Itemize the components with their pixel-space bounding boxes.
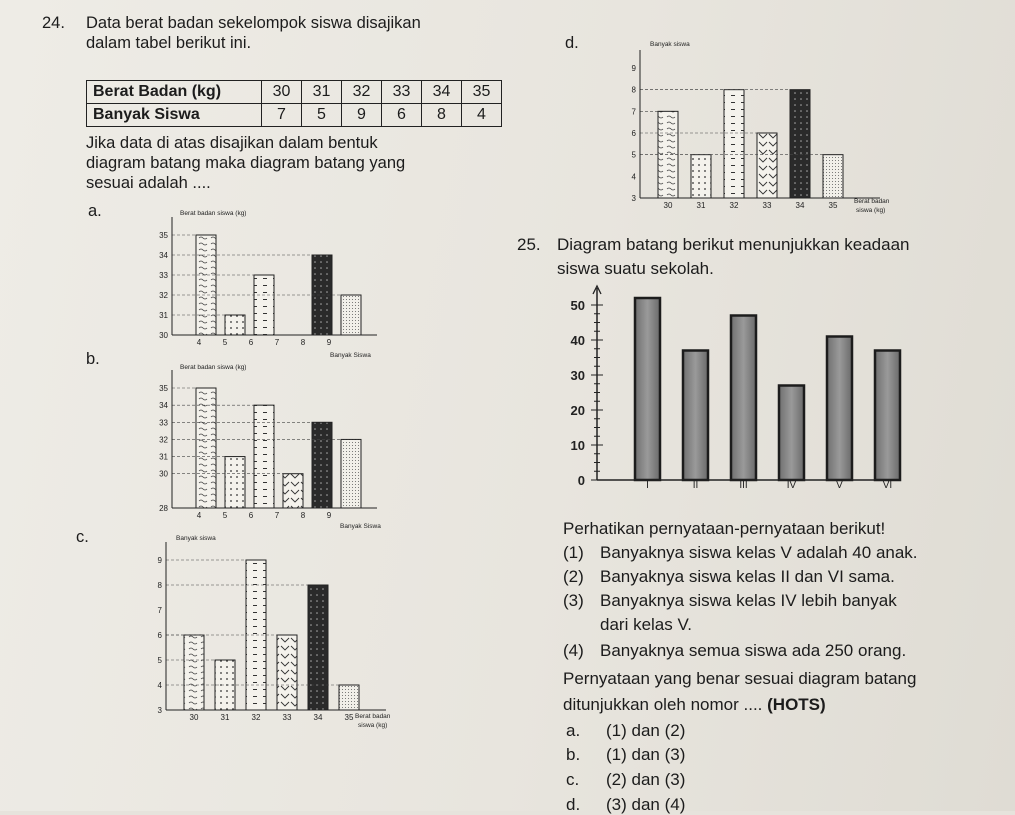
y-tick-label: 32 bbox=[159, 291, 168, 300]
statement-text: Banyaknya siswa kelas IV lebih banyak bbox=[600, 591, 897, 610]
x-tick-label: 8 bbox=[300, 511, 306, 520]
table-row bbox=[87, 81, 502, 104]
table-cell: 32 bbox=[342, 81, 382, 104]
question-24-para2: diagram batang maka diagram batang yang bbox=[86, 154, 406, 172]
option-c-label: c. bbox=[76, 528, 89, 546]
y-tick-label: 35 bbox=[159, 384, 168, 393]
bar bbox=[254, 275, 274, 335]
answer-option-letter[interactable]: c. bbox=[566, 770, 580, 789]
chart-x-label-2: siswa (kg) bbox=[856, 207, 886, 214]
bar bbox=[827, 337, 852, 481]
prompt-text: ditunjukkan oleh nomor .... bbox=[563, 695, 768, 714]
x-tick-label: 9 bbox=[326, 338, 332, 347]
chart-question-25 bbox=[545, 282, 895, 497]
table-cell: 31 bbox=[302, 81, 342, 104]
x-tick-label: 31 bbox=[220, 713, 230, 722]
answer-option-letter[interactable]: d. bbox=[566, 795, 581, 814]
data-table bbox=[86, 80, 502, 127]
y-tick-label: 6 bbox=[157, 631, 162, 640]
y-tick-label: 40 bbox=[570, 333, 585, 348]
chart-x-label: Banyak Siswa bbox=[340, 523, 381, 530]
y-tick-label: 7 bbox=[157, 606, 162, 615]
x-tick-label: 9 bbox=[326, 511, 332, 520]
question-25-line2: siswa suatu sekolah. bbox=[557, 259, 714, 278]
bar bbox=[312, 422, 332, 508]
option-a-label: a. bbox=[88, 202, 102, 220]
bar bbox=[283, 474, 303, 508]
question-24-line1: Data berat badan sekelompok siswa disajikan bbox=[86, 14, 421, 32]
y-tick-label: 32 bbox=[159, 435, 168, 445]
x-tick-label: V bbox=[836, 480, 843, 491]
question-25-line1: Diagram batang berikut menunjukkan keadaan bbox=[557, 235, 910, 254]
statement-number: (3) bbox=[563, 591, 584, 610]
y-tick-label: 35 bbox=[159, 231, 168, 240]
statement-number: (2) bbox=[563, 567, 584, 586]
x-tick-label: 7 bbox=[274, 338, 280, 347]
x-tick-label: 30 bbox=[663, 201, 673, 210]
bar bbox=[790, 90, 810, 198]
y-tick-label: 34 bbox=[159, 401, 168, 411]
chart-title: Banyak siswa bbox=[176, 535, 216, 542]
bar bbox=[225, 457, 245, 508]
answer-option-c[interactable]: (2) dan (3) bbox=[606, 770, 686, 789]
y-tick-label: 33 bbox=[159, 271, 168, 280]
bar bbox=[277, 635, 297, 710]
table-cell: 34 bbox=[422, 81, 462, 104]
x-tick-label: 4 bbox=[196, 511, 202, 520]
bar bbox=[731, 316, 756, 481]
statement-number: (1) bbox=[563, 543, 584, 562]
question-24-number: 24. bbox=[42, 14, 65, 32]
x-tick-label: VI bbox=[882, 480, 893, 491]
y-tick-label: 3 bbox=[631, 194, 636, 203]
bar bbox=[875, 351, 900, 481]
y-tick-label: 0 bbox=[577, 473, 585, 488]
x-tick-label: 35 bbox=[828, 201, 838, 210]
table-cell: 30 bbox=[262, 81, 302, 104]
chart-option-c bbox=[140, 532, 420, 737]
x-tick-label: 34 bbox=[313, 713, 323, 722]
chart-x-label-2: siswa (kg) bbox=[358, 722, 388, 729]
chart-x-label-1: Berat badan bbox=[854, 198, 890, 205]
table-cell: 8 bbox=[422, 104, 462, 127]
answer-option-letter[interactable]: a. bbox=[566, 721, 581, 740]
y-tick-label: 20 bbox=[570, 403, 585, 418]
statement-text: Banyaknya siswa kelas V adalah 40 anak. bbox=[600, 543, 918, 562]
question-24-para3: sesuai adalah .... bbox=[86, 174, 211, 192]
prompt-line2 bbox=[563, 694, 826, 716]
statement-text: dari kelas V. bbox=[600, 615, 692, 634]
y-tick-label: 7 bbox=[631, 107, 636, 117]
bar bbox=[184, 635, 204, 710]
x-tick-label: 31 bbox=[696, 201, 706, 210]
bar bbox=[254, 405, 274, 508]
answer-option-a[interactable]: (1) dan (2) bbox=[606, 721, 686, 740]
bar bbox=[823, 155, 843, 198]
table-header-weight: Berat Badan (kg) bbox=[87, 81, 262, 104]
y-tick-label: 8 bbox=[631, 85, 636, 95]
bar bbox=[339, 685, 359, 710]
statement-text: Banyaknya siswa kelas II dan VI sama. bbox=[600, 567, 895, 586]
y-tick-label: 8 bbox=[157, 581, 162, 590]
bar bbox=[757, 133, 777, 198]
table-header-count: Banyak Siswa bbox=[87, 104, 262, 127]
answer-option-d[interactable]: (3) dan (4) bbox=[606, 795, 686, 814]
y-tick-label: 33 bbox=[159, 418, 168, 428]
x-tick-label: 34 bbox=[795, 201, 805, 210]
x-tick-label: 6 bbox=[248, 511, 254, 520]
bar bbox=[635, 298, 660, 480]
chart-option-a bbox=[150, 205, 400, 365]
x-tick-label: IV bbox=[786, 480, 797, 491]
chart-option-b bbox=[150, 360, 410, 532]
bar bbox=[691, 155, 711, 198]
table-cell: 5 bbox=[302, 104, 342, 127]
x-tick-label: 4 bbox=[196, 338, 202, 347]
bar bbox=[196, 388, 216, 508]
y-tick-label: 34 bbox=[159, 251, 168, 260]
chart-option-d bbox=[618, 36, 903, 221]
table-cell: 6 bbox=[382, 104, 422, 127]
hots-label: (HOTS) bbox=[767, 695, 826, 714]
x-tick-label: 33 bbox=[762, 201, 772, 210]
y-tick-label: 28 bbox=[159, 504, 168, 513]
y-tick-label: 5 bbox=[157, 656, 162, 665]
x-tick-label: 33 bbox=[282, 713, 292, 722]
statement-text: Banyaknya semua siswa ada 250 orang. bbox=[600, 641, 907, 660]
y-tick-label: 30 bbox=[570, 368, 585, 383]
bar bbox=[724, 90, 744, 198]
chart-x-label: Banyak Siswa bbox=[330, 352, 371, 359]
y-tick-label: 10 bbox=[570, 438, 585, 453]
chart-title: Berat badan siswa (kg) bbox=[180, 364, 247, 371]
prompt-line1: Pernyataan yang benar sesuai diagram batang bbox=[563, 669, 917, 688]
x-tick-label: III bbox=[739, 480, 748, 491]
bar bbox=[225, 315, 245, 335]
x-tick-label: 6 bbox=[248, 338, 254, 347]
x-tick-label: 32 bbox=[251, 713, 261, 722]
table-cell: 9 bbox=[342, 104, 382, 127]
y-tick-label: 3 bbox=[157, 706, 162, 715]
bar bbox=[683, 351, 708, 481]
y-tick-label: 9 bbox=[157, 556, 162, 565]
question-25-number: 25. bbox=[517, 235, 541, 254]
option-b-label: b. bbox=[86, 350, 100, 368]
bar bbox=[341, 439, 361, 508]
option-d-label: d. bbox=[565, 34, 579, 52]
bar bbox=[779, 386, 804, 481]
table-cell: 35 bbox=[462, 81, 502, 104]
statements-intro: Perhatikan pernyataan-pernyataan berikut! bbox=[563, 519, 886, 538]
statement-number: (4) bbox=[563, 641, 584, 660]
question-24-line2: dalam tabel berikut ini. bbox=[86, 34, 252, 52]
x-tick-label: 35 bbox=[344, 713, 354, 722]
x-tick-label: 7 bbox=[274, 511, 280, 520]
y-tick-label: 4 bbox=[631, 172, 636, 182]
table-cell: 7 bbox=[262, 104, 302, 127]
chart-x-label-1: Berat badan bbox=[355, 713, 391, 720]
table-cell: 33 bbox=[382, 81, 422, 104]
table-row bbox=[87, 104, 502, 127]
y-tick-label: 50 bbox=[570, 298, 585, 313]
y-tick-label: 4 bbox=[157, 681, 162, 690]
y-tick-label: 9 bbox=[631, 64, 636, 73]
y-tick-label: 6 bbox=[631, 129, 636, 138]
x-tick-label: 8 bbox=[300, 338, 306, 347]
y-tick-label: 30 bbox=[159, 469, 168, 479]
bar bbox=[308, 585, 328, 710]
y-tick-label: 31 bbox=[159, 311, 168, 320]
chart-title: Berat badan siswa (kg) bbox=[180, 210, 247, 217]
y-tick-label: 30 bbox=[159, 331, 168, 340]
x-tick-label: I bbox=[646, 480, 649, 491]
y-tick-label: 31 bbox=[159, 452, 168, 462]
table-cell: 4 bbox=[462, 104, 502, 127]
x-tick-label: 32 bbox=[729, 201, 739, 210]
x-tick-label: II bbox=[692, 480, 699, 491]
x-tick-label: 5 bbox=[222, 338, 228, 347]
answer-option-letter[interactable]: b. bbox=[566, 745, 581, 764]
chart-title: Banyak siswa bbox=[650, 41, 690, 48]
question-24-para1: Jika data di atas disajikan dalam bentuk bbox=[86, 134, 378, 152]
y-tick-label: 5 bbox=[631, 150, 636, 160]
bar bbox=[341, 295, 361, 335]
answer-option-b[interactable]: (1) dan (3) bbox=[606, 745, 686, 764]
x-tick-label: 30 bbox=[189, 713, 199, 722]
bar bbox=[196, 235, 216, 335]
x-tick-label: 5 bbox=[222, 511, 228, 520]
